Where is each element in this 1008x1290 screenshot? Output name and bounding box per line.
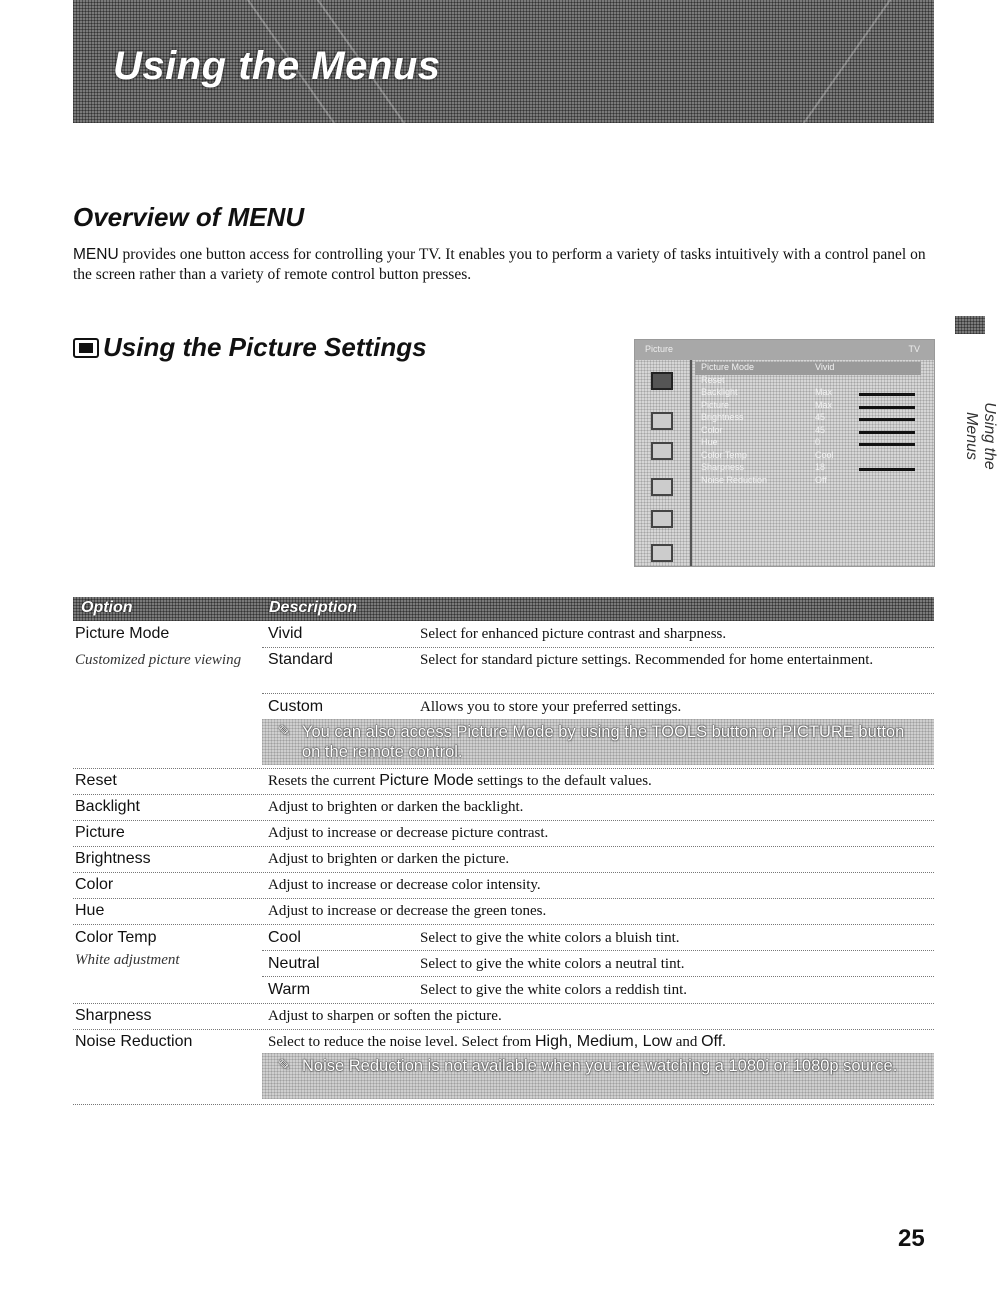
screen-menu-label: Picture — [701, 399, 730, 410]
row-divider — [73, 872, 934, 873]
option-header: Option — [81, 599, 133, 616]
screen-menu-value: 18 — [815, 462, 826, 472]
overview-heading: Overview of MENU — [73, 202, 305, 232]
screen-menu-label: Color — [701, 424, 723, 435]
screen-menu-item — [695, 362, 921, 375]
menu-term: MENU — [73, 246, 119, 263]
setting-warm-desc: Select to give the white colors a reddish tint. — [420, 982, 688, 998]
screen-menu-label: Noise Reduction — [701, 474, 768, 485]
row-divider — [73, 846, 934, 847]
picture-settings-title: Using the Picture Settings — [103, 332, 427, 362]
option-color-temp: Color Temp — [75, 929, 157, 946]
screen-menu-slider — [859, 468, 915, 471]
screen-menu-slider — [859, 393, 915, 396]
option-hue-desc: Adjust to increase or decrease the green tones. — [268, 903, 547, 919]
option-color-desc: Adjust to increase or decrease color intensity. — [268, 877, 541, 893]
setting-vivid: Vivid — [268, 625, 303, 642]
row-divider — [262, 693, 934, 694]
screen-title-bar — [635, 340, 934, 360]
row-divider — [73, 820, 934, 821]
option-hue: Hue — [75, 902, 105, 919]
pencil-icon: ✎ — [278, 723, 291, 740]
screen-menu-item — [695, 425, 921, 438]
note-noise-reduction — [262, 1053, 934, 1099]
setting-neutral: Neutral — [268, 955, 320, 972]
option-reset: Reset — [75, 772, 117, 789]
screen-menu-item — [695, 450, 921, 463]
option-picture-desc: Adjust to increase or decrease picture contrast. — [268, 825, 549, 841]
row-divider — [73, 1029, 934, 1030]
picture-icon — [651, 372, 673, 390]
screen-icon-rail — [635, 360, 692, 566]
overview-text: provides one button access for controlling your TV. It enables you to perform a variety of tasks intuitively with a control panel on the screen rather than a variety of remote control button presses. — [73, 246, 926, 283]
screen-menu-slider — [859, 431, 915, 434]
screen-menu-item — [695, 462, 921, 475]
setting-custom: Custom — [268, 698, 324, 715]
screen-menu-item — [695, 475, 921, 488]
row-divider — [73, 924, 934, 925]
setting-neutral-desc: Select to give the white colors a neutral tint. — [420, 956, 685, 972]
screen-menu-item — [695, 400, 921, 413]
banner-decoration — [776, 0, 892, 123]
option-color: Color — [75, 876, 114, 893]
option-sharpness-desc: Adjust to sharpen or soften the picture. — [268, 1008, 502, 1024]
screen-menu-item — [695, 437, 921, 450]
setting-standard-desc: Select for standard picture settings. Recommended for home entertainment. — [420, 652, 874, 668]
screen-menu-slider — [859, 406, 915, 409]
option-noise-reduction-desc: Select to reduce the noise level. Select from High, Medium, Low and Off. — [268, 1033, 726, 1050]
description-header: Description — [269, 599, 358, 616]
option-picture: Picture — [75, 824, 125, 841]
option-brightness: Brightness — [75, 850, 151, 867]
screen-input: TV — [908, 344, 920, 354]
picture-icon — [73, 338, 99, 358]
row-divider — [73, 794, 934, 795]
screen-menu-value: 45 — [815, 424, 826, 435]
row-divider — [262, 976, 934, 977]
setting-warm: Warm — [268, 981, 311, 998]
screen-menu-value: Max — [815, 387, 833, 397]
note-text: You can also access Picture Mode by using the TOOLS button or PICTURE button on the remote control. — [302, 723, 905, 761]
overview-paragraph — [73, 245, 938, 285]
pencil-icon: ✎ — [278, 1057, 291, 1074]
screen-menu-label: Brightness — [701, 412, 744, 422]
screen-menu-value: Cool — [815, 449, 834, 460]
screen-menu-label: Picture Mode — [701, 362, 755, 372]
option-picture-mode: Picture Mode — [75, 625, 170, 642]
setting-cool: Cool — [268, 929, 301, 946]
setting-vivid-desc: Select for enhanced picture contrast and sharpness. — [420, 626, 727, 642]
header-banner — [73, 0, 934, 123]
screen-menu-value: Max — [815, 399, 833, 410]
row-divider — [262, 647, 934, 648]
option-backlight-desc: Adjust to brighten or darken the backlight. — [268, 799, 524, 815]
table-bottom-rule — [73, 1104, 934, 1105]
screen-menu-label: Backlight — [701, 387, 738, 397]
note-tools-button — [262, 719, 934, 765]
section-tab-marker — [955, 316, 985, 334]
screen-menu-list — [695, 362, 921, 487]
screen-menu-slider — [859, 418, 915, 421]
option-sharpness: Sharpness — [75, 1007, 152, 1024]
row-divider — [73, 1003, 934, 1004]
option-reset-desc: Resets the current Picture Mode settings to the default values. — [268, 772, 652, 789]
sound-icon — [651, 412, 673, 430]
setting-custom-desc: Allows you to store your preferred settings. — [420, 699, 682, 715]
row-divider — [73, 898, 934, 899]
screen-menu-label: Color Temp — [701, 449, 747, 460]
setup-icon — [651, 544, 673, 562]
screen-menu-value: 0 — [815, 437, 821, 447]
screen-menu-item — [695, 387, 921, 400]
screen-title: Picture — [645, 344, 674, 354]
table-header — [73, 597, 934, 621]
screen-menu-item — [695, 412, 921, 425]
screen-menu-value: 45 — [815, 412, 826, 422]
option-sub-color-temp: White adjustment — [75, 952, 180, 968]
row-divider — [73, 768, 934, 769]
side-section-label: Using the Menus — [963, 402, 998, 470]
screen-menu-label: Reset — [701, 374, 725, 385]
option-backlight: Backlight — [75, 798, 140, 815]
page-number: 25 — [898, 1225, 925, 1252]
parent-icon — [651, 510, 673, 528]
picture-settings-heading — [73, 332, 427, 363]
option-brightness-desc: Adjust to brighten or darken the picture. — [268, 851, 510, 867]
screen-menu-label: Sharpness — [701, 462, 745, 472]
screen-menu-label: Hue — [701, 437, 718, 447]
note-text: Noise Reduction is not available when you are watching a 1080i or 1080p source. — [302, 1057, 898, 1075]
channel-icon — [651, 478, 673, 496]
screen-menu-value: Off — [815, 474, 827, 485]
setting-cool-desc: Select to give the white colors a bluish tint. — [420, 930, 680, 946]
screen-icon — [651, 442, 673, 460]
screen-menu-value: Vivid — [815, 362, 835, 372]
tv-menu-screenshot — [634, 339, 935, 567]
row-divider — [262, 950, 934, 951]
screen-menu-item — [695, 375, 921, 388]
setting-standard: Standard — [268, 651, 333, 668]
page-title: Using the Menus — [113, 44, 441, 88]
screen-menu-slider — [859, 443, 915, 446]
option-sub-picture-mode: Customized picture viewing — [75, 652, 242, 668]
option-noise-reduction: Noise Reduction — [75, 1033, 193, 1050]
